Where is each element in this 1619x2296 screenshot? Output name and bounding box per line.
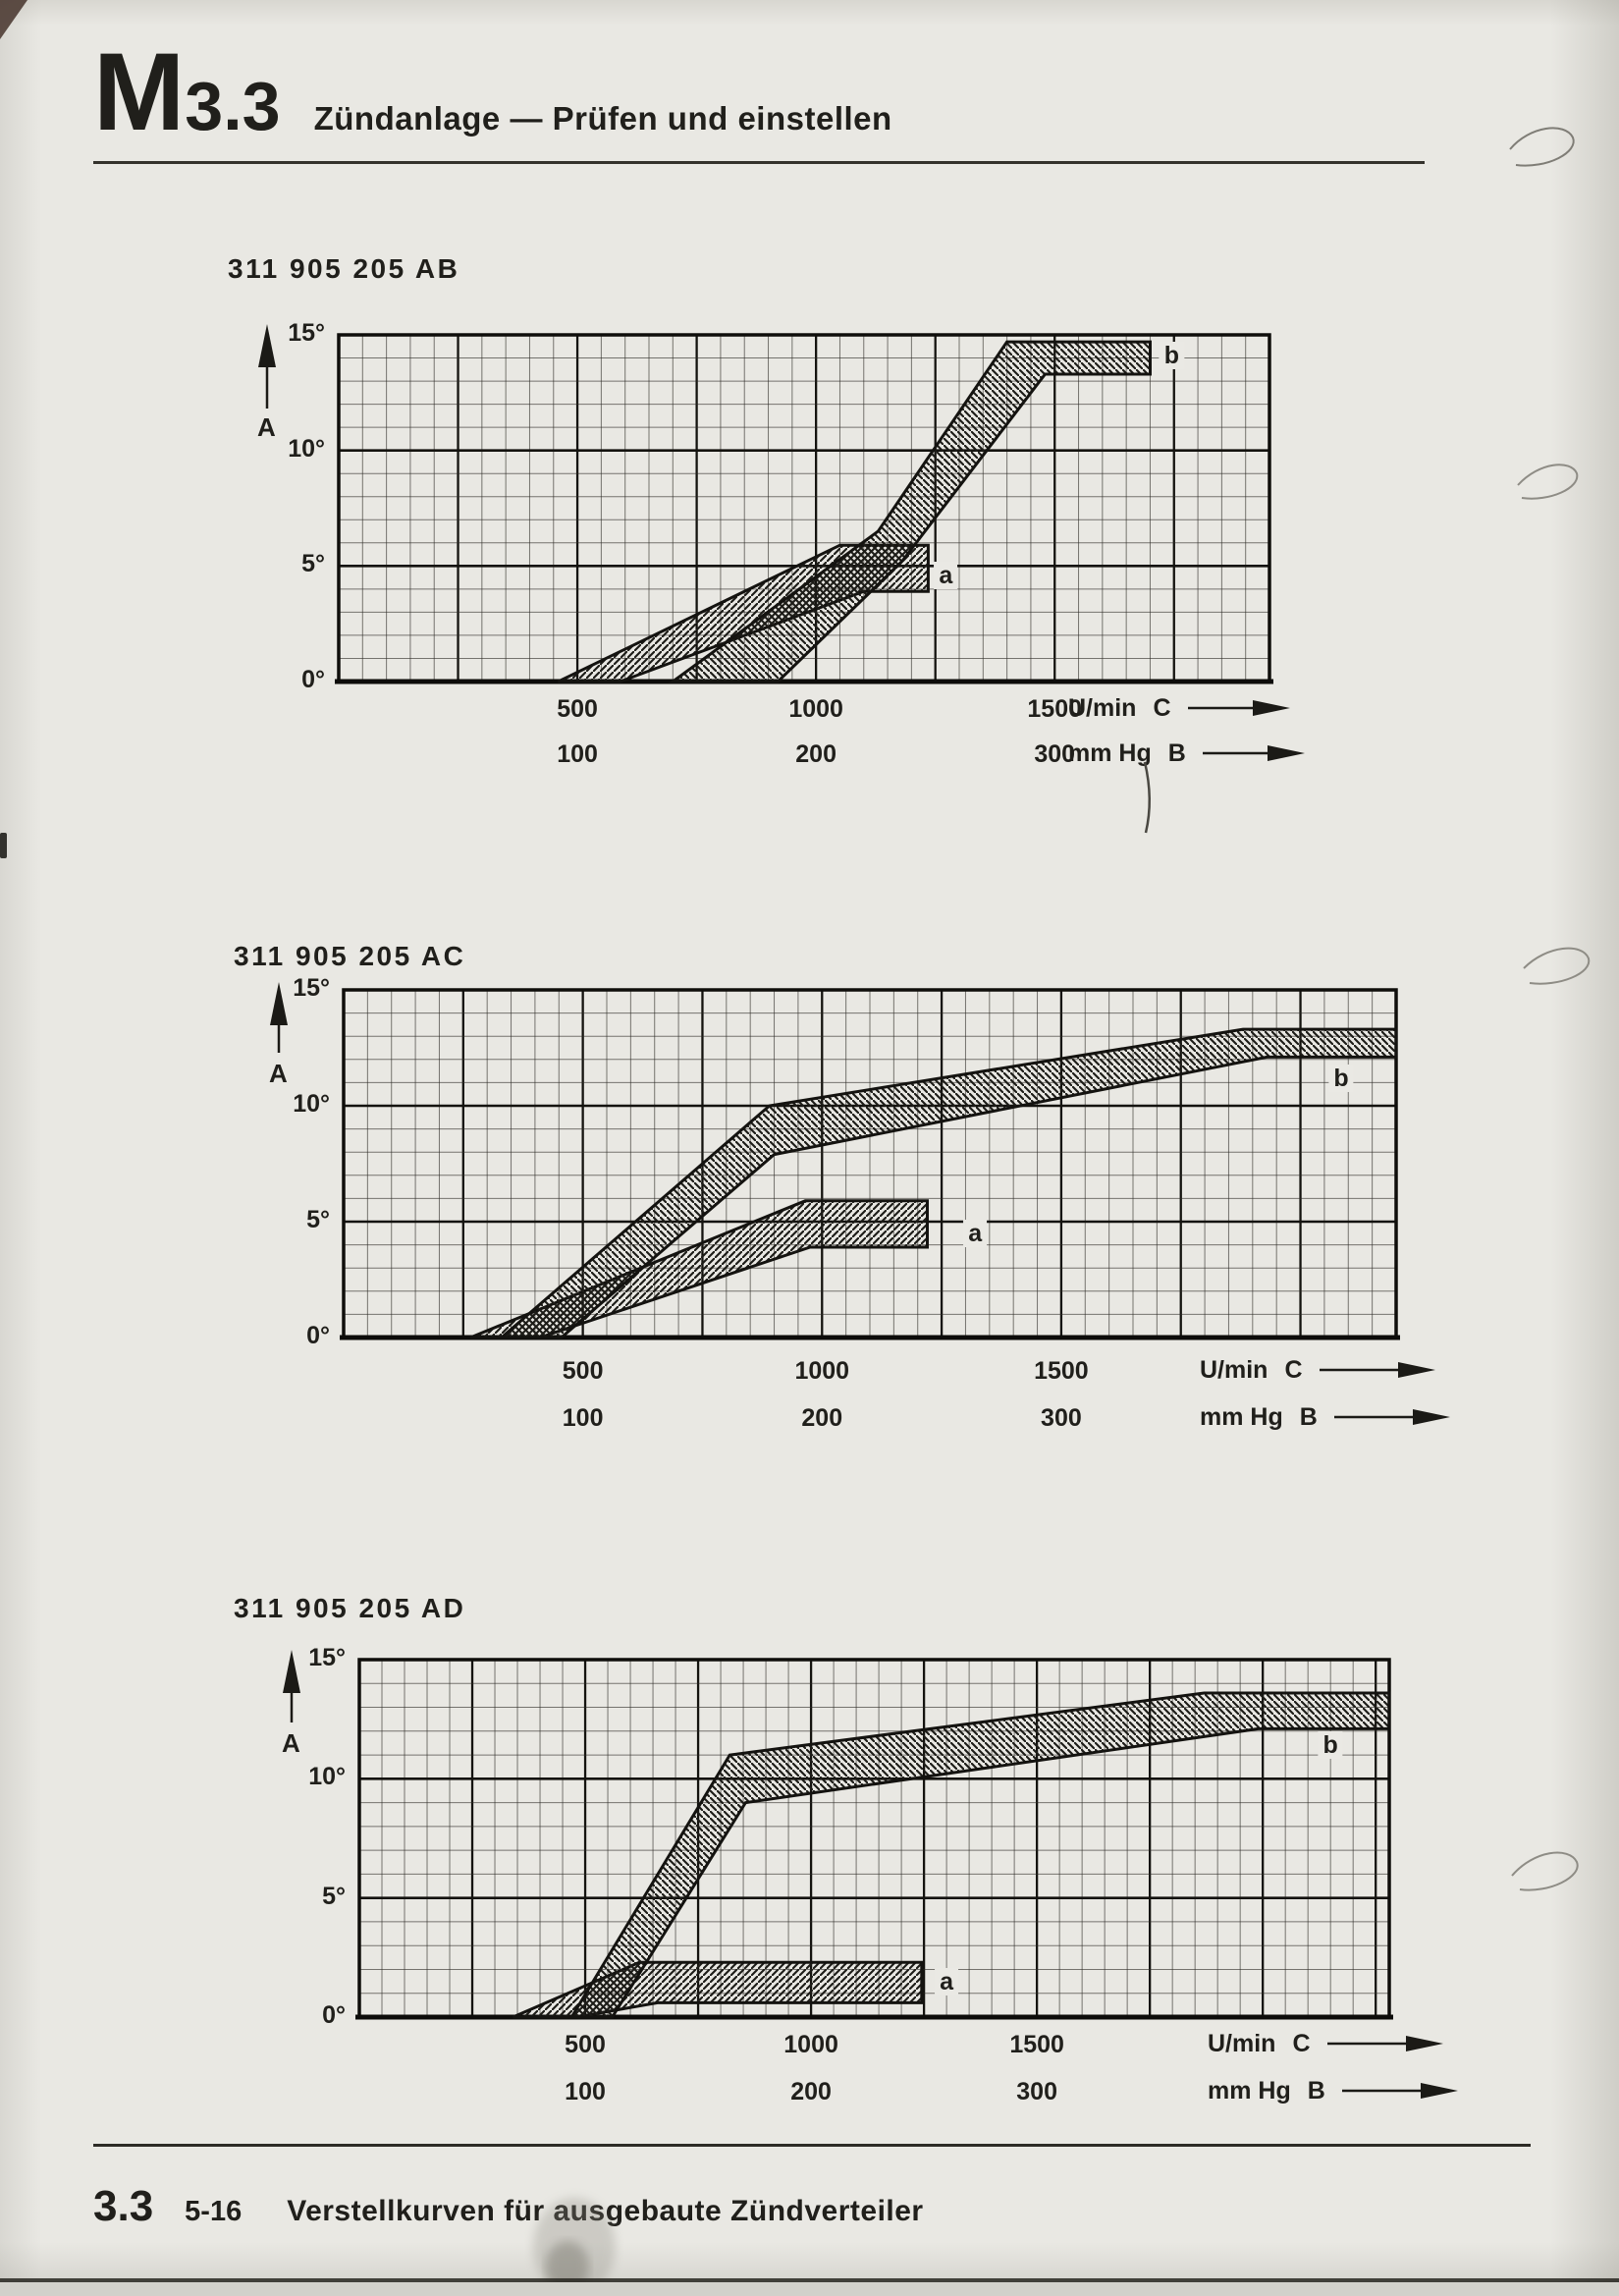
x-tick-rpm: 500	[557, 695, 598, 723]
y-axis-arrow-icon	[275, 1648, 308, 1722]
page-curl-mark	[1512, 1853, 1578, 1890]
x-tick-mmhg: 200	[790, 2078, 832, 2105]
x-tick-mmhg: 300	[1041, 1404, 1082, 1432]
plot-area	[359, 1660, 1389, 2017]
y-tick-label: 10°	[308, 1763, 346, 1791]
x-tick-rpm: 1500	[1027, 695, 1083, 723]
right-arrow-icon	[1320, 1359, 1435, 1381]
page-curl-mark	[1524, 949, 1589, 984]
footer-section: 3.3	[93, 2182, 154, 2230]
x-tick-rpm: 1000	[788, 695, 843, 723]
x-tick-mmhg: 200	[801, 1404, 843, 1432]
y-axis-arrow-icon	[262, 980, 296, 1053]
unit-text: U/min	[1068, 693, 1137, 722]
x-axis-unit-rpm	[1068, 694, 1290, 722]
x-tick-mmhg: 300	[1016, 2078, 1057, 2105]
page-curl-mark	[1518, 465, 1577, 498]
x-tick-rpm: 1000	[783, 2031, 838, 2058]
y-axis-label: A	[257, 412, 276, 442]
y-tick-label: 5°	[301, 550, 325, 578]
part-number: 311 905 205 AD	[234, 1593, 466, 1623]
y-tick-label: 0°	[306, 1322, 330, 1350]
band-label-b: b	[1328, 1065, 1353, 1092]
y-tick-label: 15°	[288, 319, 325, 348]
x-tick-rpm: 1000	[794, 1357, 850, 1385]
band-label-b: b	[1160, 342, 1184, 369]
smudge	[546, 2241, 589, 2292]
right-arrow-icon	[1188, 697, 1290, 719]
x-tick-rpm: 500	[562, 1357, 604, 1385]
unit-text: U/min	[1200, 1355, 1268, 1384]
unit-letter: B	[1307, 2076, 1325, 2105]
y-tick-label: 0°	[322, 2001, 346, 2030]
unit-letter: B	[1299, 1402, 1318, 1431]
x-tick-mmhg: 100	[562, 1404, 604, 1432]
part-number: 311 905 205 AB	[228, 253, 460, 284]
curve-band-a	[513, 1962, 921, 2017]
page-curl-mark	[1510, 128, 1574, 165]
y-tick-label: 5°	[322, 1882, 346, 1910]
x-tick-rpm: 1500	[1034, 1357, 1089, 1385]
x-axis-unit-mmhg	[1200, 1403, 1450, 1431]
y-tick-label: 15°	[308, 1644, 346, 1672]
edge-spot	[0, 833, 7, 858]
part-number: 311 905 205 AC	[234, 941, 466, 971]
unit-letter: C	[1292, 2029, 1311, 2057]
x-axis-unit-rpm	[1200, 1356, 1435, 1384]
y-tick-label: 10°	[293, 1090, 330, 1119]
unit-text: mm Hg	[1208, 2076, 1291, 2105]
x-tick-rpm: 1500	[1009, 2031, 1064, 2058]
y-axis-label: A	[269, 1059, 288, 1088]
y-tick-label: 0°	[301, 666, 325, 694]
x-tick-mmhg: 300	[1034, 740, 1076, 768]
x-tick-mmhg: 100	[565, 2078, 606, 2105]
band-label-a: a	[935, 1968, 958, 1995]
section-code-number: 3.3	[185, 68, 281, 144]
footer-rule	[93, 2144, 1531, 2147]
y-axis-arrow-icon	[250, 322, 284, 409]
plot-area	[339, 335, 1269, 682]
unit-letter: B	[1167, 738, 1186, 767]
y-tick-label: 10°	[288, 434, 325, 463]
right-arrow-icon	[1203, 742, 1305, 764]
x-axis-unit-rpm	[1208, 2030, 1443, 2057]
y-axis-label: A	[282, 1728, 300, 1758]
unit-text: mm Hg	[1200, 1402, 1283, 1431]
page-title: Zündanlage — Prüfen und einstellen	[313, 100, 892, 137]
y-tick-label: 15°	[293, 974, 330, 1003]
y-tick-label: 5°	[306, 1206, 330, 1234]
header-rule	[93, 161, 1425, 164]
footer-caption: Verstellkurven für ausgebaute Zündverteiler	[287, 2195, 924, 2227]
section-code-letter: M	[93, 30, 184, 153]
corner-mark	[0, 0, 27, 39]
right-arrow-icon	[1327, 2033, 1443, 2054]
right-arrow-icon	[1342, 2080, 1458, 2102]
page-footer	[93, 2182, 924, 2231]
x-axis-unit-mmhg	[1068, 739, 1305, 767]
unit-text: mm Hg	[1068, 738, 1152, 767]
unit-letter: C	[1153, 693, 1171, 722]
plot-area	[344, 990, 1396, 1338]
unit-text: U/min	[1208, 2029, 1276, 2057]
band-label-a: a	[963, 1220, 987, 1247]
page-bottom-edge	[0, 2278, 1619, 2282]
unit-letter: C	[1284, 1355, 1303, 1384]
band-label-b: b	[1319, 1731, 1343, 1759]
page-header	[93, 30, 892, 153]
right-arrow-icon	[1334, 1406, 1450, 1428]
x-axis-unit-mmhg	[1208, 2077, 1458, 2105]
band-label-a: a	[934, 562, 957, 589]
x-tick-mmhg: 100	[557, 740, 598, 768]
page-bottom-shadow	[0, 2282, 1619, 2296]
stray-mark	[1145, 762, 1150, 833]
x-tick-rpm: 500	[565, 2031, 606, 2058]
x-tick-mmhg: 200	[795, 740, 836, 768]
footer-page-ref: 5-16	[185, 2196, 243, 2227]
